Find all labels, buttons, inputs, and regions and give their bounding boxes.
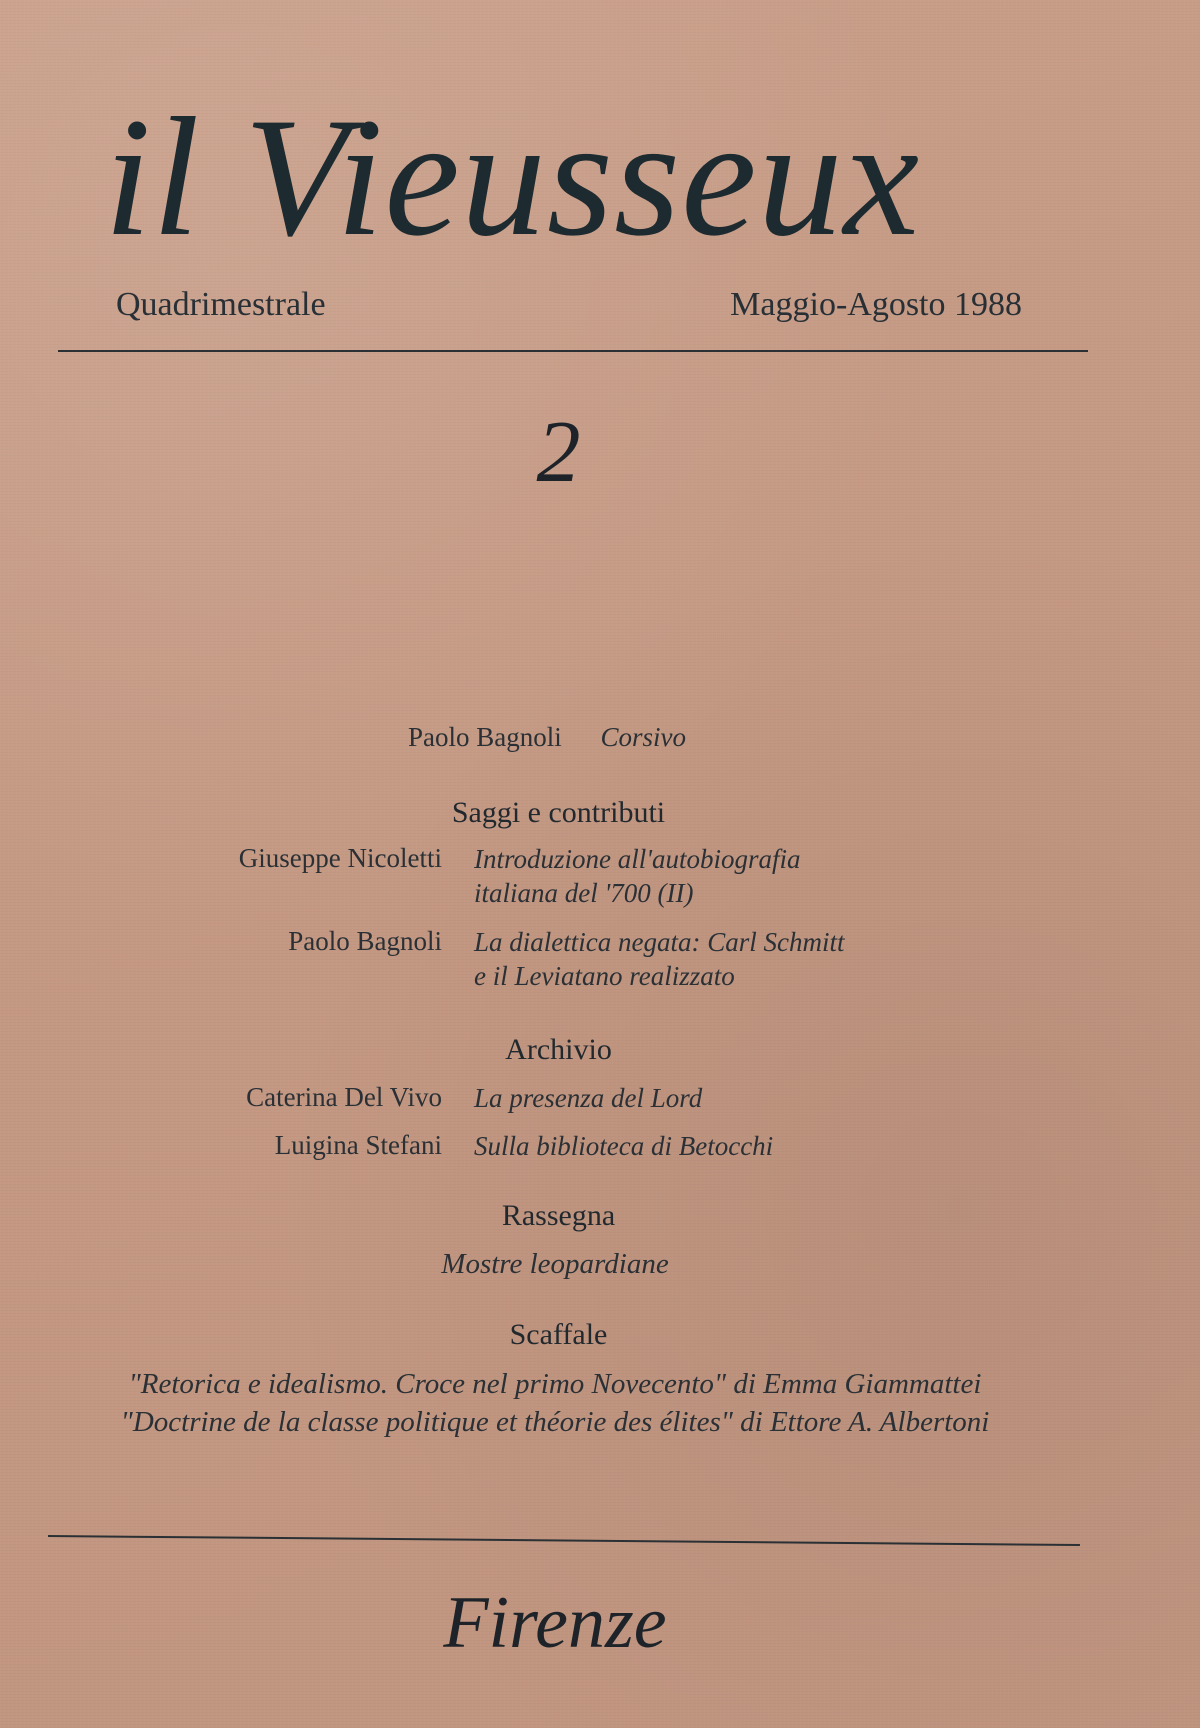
entry-title: Sulla biblioteca di Betocchi	[474, 1131, 774, 1161]
entry-author: Paolo Bagnoli	[288, 926, 442, 956]
entry-title	[474, 843, 944, 911]
section-heading-rassegna: Rassegna	[501, 1199, 616, 1232]
entry-author: Luigina Stefani	[274, 1130, 442, 1160]
bottom-divider	[48, 1535, 1080, 1546]
journal-title: il Vieusseux	[104, 83, 921, 271]
rassegna-entry: Mostre leopardiane	[441, 1248, 669, 1280]
entry-title: La presenza del Lord	[474, 1083, 703, 1113]
periodicity-label: Quadrimestrale	[116, 286, 326, 323]
top-divider	[58, 350, 1088, 352]
section-heading-scaffale: Scaffale	[509, 1318, 608, 1351]
publication-city: Firenze	[443, 1582, 667, 1664]
section-heading-saggi: Saggi e contributi	[451, 796, 666, 829]
issue-period: Maggio-Agosto 1988	[730, 286, 1022, 323]
entry-author: Giuseppe Nicoletti	[238, 843, 442, 873]
entry-title-line-1: Introduzione all'autobiografia	[474, 844, 801, 874]
entry-title-line-2: e il Leviatano realizzato	[474, 960, 735, 991]
intro-author: Paolo Bagnoli	[408, 722, 562, 752]
scaffale-entry-croce: "Retorica e idealismo. Croce nel primo Novecento" di Emma Giammattei	[128, 1368, 982, 1400]
entry-author: Caterina Del Vivo	[246, 1082, 442, 1112]
scaffale-entry-albertoni: "Doctrine de la classe politique et théorie des élites" di Ettore A. Albertoni	[120, 1406, 990, 1438]
issue-number: 2	[536, 404, 581, 501]
entry-title-line-1: La dialettica negata: Carl Schmitt	[474, 927, 845, 957]
entry-title	[474, 926, 944, 994]
intro-title: Corsivo	[600, 722, 687, 752]
section-heading-archivio: Archivio	[505, 1033, 612, 1066]
intro-entry	[408, 722, 686, 753]
entry-title-line-2: italiana del '700 (II)	[474, 877, 694, 908]
